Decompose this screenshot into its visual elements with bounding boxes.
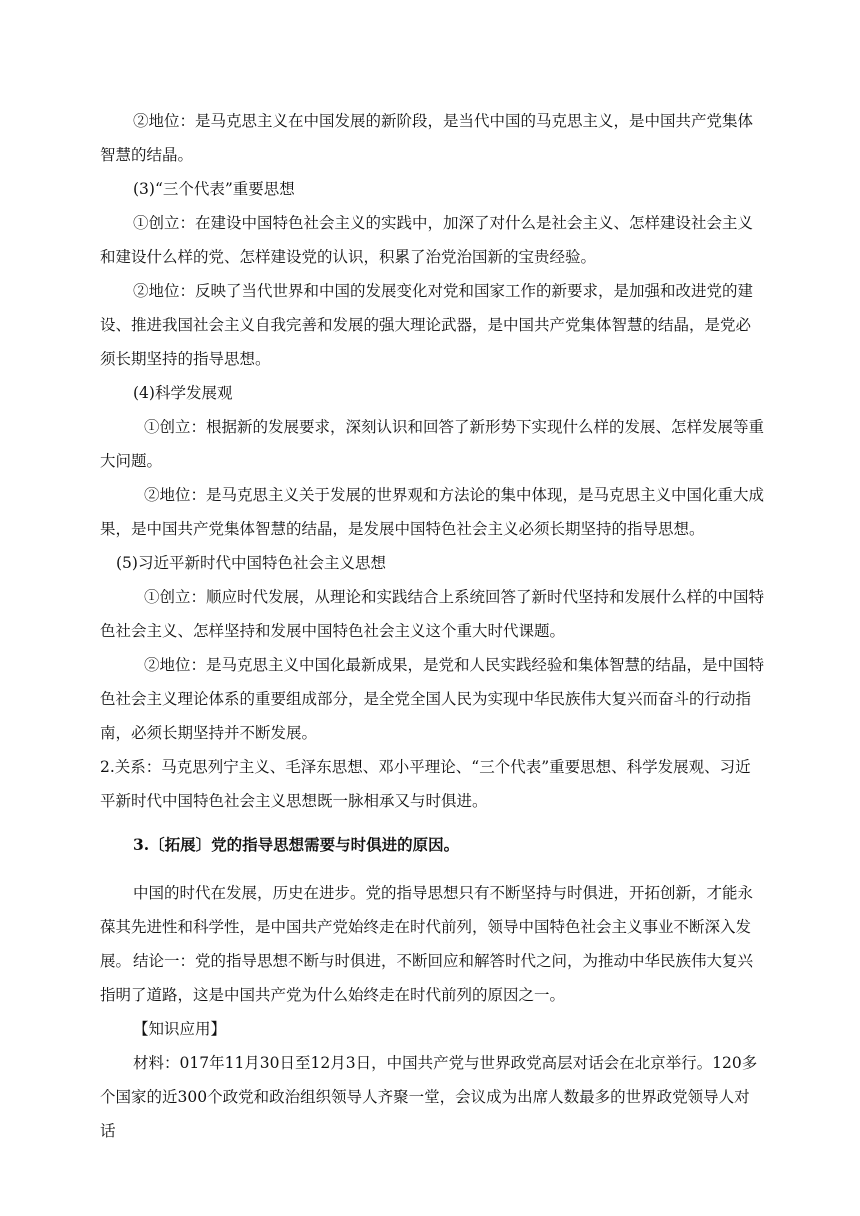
paragraph-reason: 中国的时代在发展，历史在进步。党的指导思想只有不断坚持与时俱进，开拓创新，才能永葆其先进性和科学性，是中国共产党始终走在时代前列，领导中国特色社会主义事业不断深入发展。 xyxy=(100,884,754,970)
paragraph-3-2-status: ②地位：是马克思主义在中国发展的新阶段，是当代中国的马克思主义，是中国共产党集体智慧的结晶。 xyxy=(100,112,754,164)
paragraph-3-5-founding: ①创立：顺应时代发展，从理论和实践结合上系统回答了新时代坚持和发展什么样的中国特色社会主义、怎样坚持和发展中国特色社会主义这个重大时代课题。 xyxy=(100,588,765,640)
paragraph-3-3-founding: ①创立：在建设中国特色社会主义的实践中，加深了对什么是社会主义、怎样建设社会主义和建设什么样的党、怎样建设党的认识，积累了治党治国新的宝贵经验。 xyxy=(100,214,754,266)
heading-xi-thought: (5)习近平新时代中国特色社会主义思想 xyxy=(116,554,386,572)
paragraph-material: 材料：017年11月30日至12月3日，中国共产党与世界政党高层对话会在北京举行。120多个国家的近300个政党和政治组织领导人齐聚一堂，会议成为出席人数最多的世界政党领导人对话 xyxy=(100,1054,758,1140)
heading-three-represents: (3)“三个代表”重要思想 xyxy=(133,180,295,198)
heading-expansion-reason: 3.〔拓展〕党的指导思想需要与时俱进的原因。 xyxy=(133,835,460,854)
paragraph-conclusion-one: 结论一：党的指导思想不断与时俱进，不断回应和解答时代之问，为推动中华民族伟大复兴指明了道路，这是中国共产党为什么始终走在时代前列的原因之一。 xyxy=(100,952,754,1004)
paragraph-3-4-status: ②地位：是马克思主义关于发展的世界观和方法论的集中体现，是马克思主义中国化重大成果，是中国共产党集体智慧的结晶，是发展中国特色社会主义必须长期坚持的指导思想。 xyxy=(100,486,765,538)
paragraph-relationship: 2.关系：马克思列宁主义、毛泽东思想、邓小平理论、“三个代表”重要思想、科学发展观、习近平新时代中国特色社会主义思想既一脉相承又与时俱进。 xyxy=(100,758,751,810)
heading-knowledge-application: 【知识应用】 xyxy=(133,1020,227,1038)
heading-scientific-outlook: (4)科学发展观 xyxy=(133,384,233,402)
paragraph-3-3-status: ②地位：反映了当代世界和中国的发展变化对党和国家工作的新要求，是加强和改进党的建设、推进我国社会主义自我完善和发展的强大理论武器，是中国共产党集体智慧的结晶，是党必须长期坚持的指导思想。 xyxy=(100,282,754,368)
paragraph-3-4-founding: ①创立：根据新的发展要求，深刻认识和回答了新形势下实现什么样的发展、怎样发展等重大问题。 xyxy=(100,418,765,470)
paragraph-3-5-status: ②地位：是马克思主义中国化最新成果，是党和人民实践经验和集体智慧的结晶，是中国特色社会主义理论体系的重要组成部分，是全党全国人民为实现中华民族伟大复兴而奋斗的行动指南，必须长期坚持并不断发展。 xyxy=(100,656,765,742)
